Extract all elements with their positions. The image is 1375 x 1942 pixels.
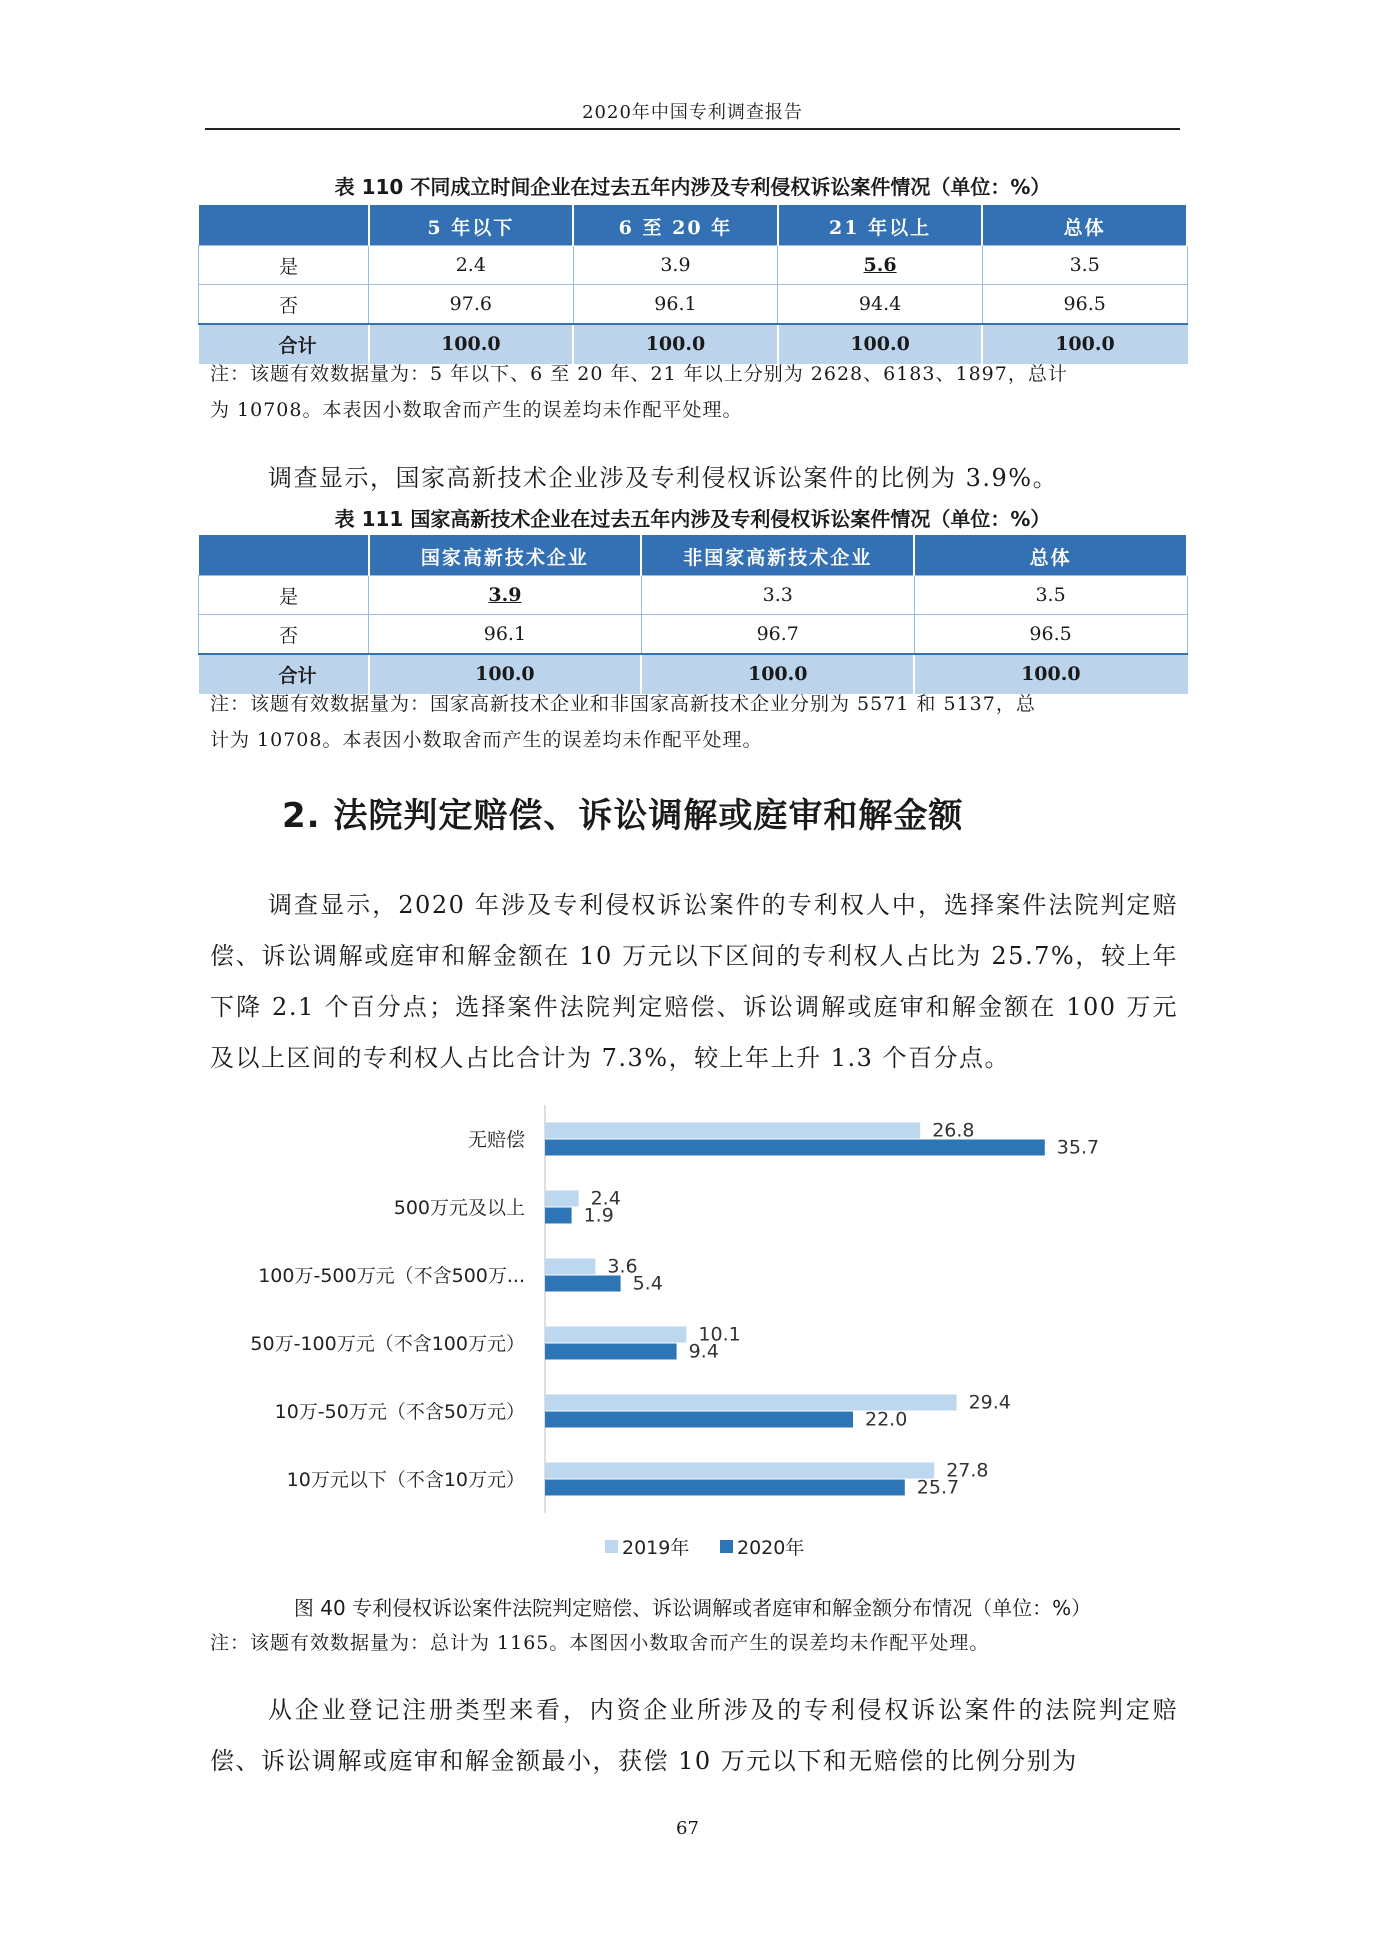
table-cell: 3.3: [641, 576, 914, 615]
table-row: [199, 615, 1188, 655]
table-header-cell: [199, 206, 369, 246]
category-label: 50万-100万元（不含100万元）: [250, 1333, 525, 1355]
table-cell: 97.6: [369, 285, 574, 325]
section-title: 2. 法院判定赔偿、诉讼调解或庭审和解金额: [282, 796, 964, 836]
paragraph-1: 调查显示，国家高新技术企业涉及专利侵权诉讼案件的比例为 3.9%。: [268, 464, 1059, 492]
table-cell: 96.1: [369, 615, 642, 655]
figure-note: 注：该题有效数据量为：总计为 1165。本图因小数取舍而产生的误差均未作配平处理。: [210, 1632, 990, 1654]
value-label: 5.4: [632, 1272, 663, 1295]
table-cell-highlight: [369, 576, 642, 615]
bar-series-2: [545, 1276, 621, 1292]
table-cell: 2.4: [369, 246, 574, 285]
chart-bars: [545, 1123, 1045, 1496]
table-header-cell: 总体: [914, 536, 1187, 576]
chart-legend: [605, 1537, 804, 1559]
note-line: 计为 10708。本表因小数取舍而产生的误差均未作配平处理。: [210, 729, 763, 751]
bar-series-1: [545, 1191, 579, 1207]
bar-series-2: [545, 1412, 853, 1428]
table-cell: 96.5: [982, 285, 1187, 325]
table-cell: 96.5: [914, 615, 1187, 655]
legend-swatch: [720, 1540, 733, 1553]
bar-series-2: [545, 1140, 1045, 1156]
value-label: 29.4: [968, 1391, 1011, 1414]
table-cell-highlight: [778, 246, 983, 285]
table-header-cell: 总体: [982, 206, 1187, 246]
value-label: 22.0: [865, 1408, 908, 1431]
row-label: 否: [199, 615, 369, 655]
table-row: [199, 576, 1188, 615]
table-row: [199, 285, 1188, 325]
table-header-row: [199, 536, 1188, 576]
table-cell: 3.5: [914, 576, 1187, 615]
paragraph-2: 调查显示，2020 年涉及专利侵权诉讼案件的专利权人中，选择案件法院判定赔偿、诉讼调解或庭审和解金额在 10 万元以下区间的专利权人占比为 25.7%，较上年下降 2.1 个百分点；选择案件法院判定赔偿、诉讼调解或庭审和解金额在 100 万元及以上区间的专利权人占比合计为 7.3%，较上年上升 1.3 个百分点。: [210, 891, 1178, 1072]
bar-series-1: [545, 1463, 934, 1479]
table-cell: 100.0: [573, 324, 778, 364]
bar-series-2: [545, 1344, 677, 1360]
table-cell: 100.0: [369, 324, 574, 364]
table-cell: 96.7: [641, 615, 914, 655]
table-111-note: [210, 686, 1178, 758]
bar-series-2: [545, 1480, 905, 1496]
header-rule: [205, 128, 1180, 130]
value-label: 26.8: [932, 1119, 975, 1142]
legend-label: 2019年: [622, 1537, 690, 1559]
table-111-caption: 表 111 国家高新技术企业在过去五年内涉及专利侵权诉讼案件情况（单位：%）: [334, 507, 1051, 531]
value-label: 9.4: [688, 1340, 719, 1363]
category-label: 10万-50万元（不含50万元）: [274, 1401, 525, 1423]
category-label: 10万元以下（不含10万元）: [286, 1469, 525, 1491]
bar-series-2: [545, 1208, 572, 1224]
note-line: 注：该题有效数据量为：5 年以下、6 至 20 年、21 年以上分别为 2628、6183、1897，总计: [210, 363, 1068, 385]
running-header: 2020年中国专利调查报告: [582, 102, 803, 123]
page-number: 67: [676, 1818, 699, 1839]
table-header-cell: 非国家高新技术企业: [641, 536, 914, 576]
table-110-caption: 表 110 不同成立时间企业在过去五年内涉及专利侵权诉讼案件情况（单位：%）: [334, 175, 1051, 199]
table-cell: 100.0: [369, 654, 642, 694]
row-label: 是: [199, 576, 369, 615]
chart-category-labels: [250, 1129, 525, 1491]
table-header-cell: [199, 536, 369, 576]
table-111: [198, 535, 1188, 694]
row-label: 合计: [199, 654, 369, 694]
highlight-value: 5.6: [863, 254, 897, 276]
highlight-value: 3.9: [488, 584, 522, 606]
table-110: [198, 205, 1188, 364]
chart-value-labels: [584, 1120, 1100, 1499]
bar-series-1: [545, 1123, 920, 1139]
value-label: 3.6: [607, 1255, 638, 1278]
figure-caption: 图 40 专利侵权诉讼案件法院判定赔偿、诉讼调解或者庭审和解金额分布情况（单位：%）: [293, 1596, 1092, 1620]
value-label: 25.7: [916, 1476, 960, 1499]
value-label: 1.9: [583, 1204, 614, 1227]
row-label: 是: [199, 246, 369, 285]
table-110-note: [210, 356, 1178, 428]
table-cell: 96.1: [573, 285, 778, 325]
table-header-cell: 21 年以上: [778, 206, 983, 246]
table-header-cell: 5 年以下: [369, 206, 574, 246]
table-header-cell: 6 至 20 年: [573, 206, 778, 246]
category-label: 500万元及以上: [393, 1197, 525, 1219]
table-cell: 100.0: [914, 654, 1187, 694]
value-label: 10.1: [698, 1323, 741, 1346]
category-label: 100万-500万元（不含500万...: [258, 1265, 525, 1287]
note-line: 为 10708。本表因小数取舍而产生的误差均未作配平处理。: [210, 399, 743, 421]
row-label: 否: [199, 285, 369, 325]
bar-series-1: [545, 1259, 595, 1275]
table-header-row: [199, 206, 1188, 246]
table-cell: 3.5: [982, 246, 1187, 285]
bar-series-1: [545, 1327, 686, 1343]
note-line: 注：该题有效数据量为：国家高新技术企业和非国家高新技术企业分别为 5571 和 5137，总: [210, 693, 1036, 715]
table-cell: 3.9: [573, 246, 778, 285]
value-label: 27.8: [946, 1459, 989, 1482]
table-header-cell: 国家高新技术企业: [369, 536, 642, 576]
table-cell: 100.0: [982, 324, 1187, 364]
bar-chart: [220, 1100, 1170, 1560]
legend-label: 2020年: [737, 1537, 805, 1559]
legend-swatch: [605, 1540, 618, 1553]
table-row: [199, 246, 1188, 285]
table-cell: 100.0: [778, 324, 983, 364]
category-label: 无赔偿: [467, 1129, 525, 1151]
value-label: 2.4: [590, 1187, 621, 1210]
table-cell: 100.0: [641, 654, 914, 694]
table-cell: 94.4: [778, 285, 983, 325]
paragraph-3: 从企业登记注册类型来看，内资企业所涉及的专利侵权诉讼案件的法院判定赔偿、诉讼调解或庭审和解金额最小，获偿 10 万元以下和无赔偿的比例分别为: [210, 1696, 1178, 1775]
value-label: 35.7: [1056, 1136, 1100, 1159]
row-label: 合计: [199, 324, 369, 364]
